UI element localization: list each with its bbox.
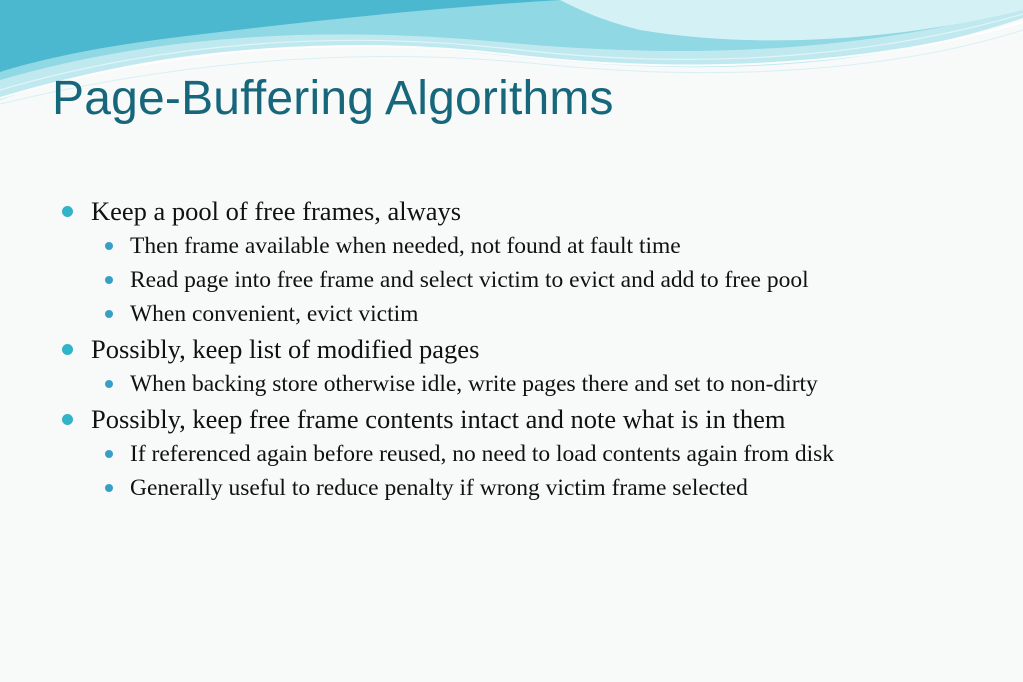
- sub-bullet-text: When convenient, evict victim: [130, 301, 419, 327]
- sub-bullet-icon: [105, 484, 113, 492]
- bullet-item: [60, 195, 980, 227]
- sub-bullet-item: [60, 231, 980, 261]
- slide-title: Page-Buffering Algorithms: [52, 72, 614, 125]
- sub-bullet-text: Read page into free frame and select victim to evict and add to free pool: [130, 267, 809, 293]
- sub-bullet-icon: [105, 242, 113, 250]
- sub-bullet-icon: [105, 276, 113, 284]
- bullet-icon: [62, 414, 73, 425]
- sub-bullet-icon: [105, 380, 113, 388]
- bullet-item: [60, 333, 980, 365]
- sub-bullet-icon: [105, 310, 113, 318]
- sub-bullet-icon: [105, 450, 113, 458]
- sub-bullet-item: [60, 473, 980, 503]
- sub-bullet-item: [60, 369, 980, 399]
- bullet-text: Possibly, keep free frame contents intact and note what is in them: [91, 404, 786, 434]
- bullet-text: Possibly, keep list of modified pages: [91, 334, 480, 364]
- sub-bullet-text: Then frame available when needed, not found at fault time: [130, 233, 681, 259]
- bullet-icon: [62, 206, 73, 217]
- bullet-icon: [62, 344, 73, 355]
- sub-bullet-item: [60, 265, 980, 295]
- sub-bullet-text: Generally useful to reduce penalty if wrong victim frame selected: [130, 475, 748, 501]
- bullet-item: [60, 403, 980, 435]
- bullet-text: Keep a pool of free frames, always: [91, 196, 462, 226]
- bullet-list: [60, 195, 980, 503]
- sub-bullet-text: When backing store otherwise idle, write pages there and set to non-dirty: [130, 371, 818, 397]
- sub-bullet-text: If referenced again before reused, no need to load contents again from disk: [130, 441, 835, 467]
- sub-bullet-item: [60, 299, 980, 329]
- sub-bullet-item: [60, 439, 980, 469]
